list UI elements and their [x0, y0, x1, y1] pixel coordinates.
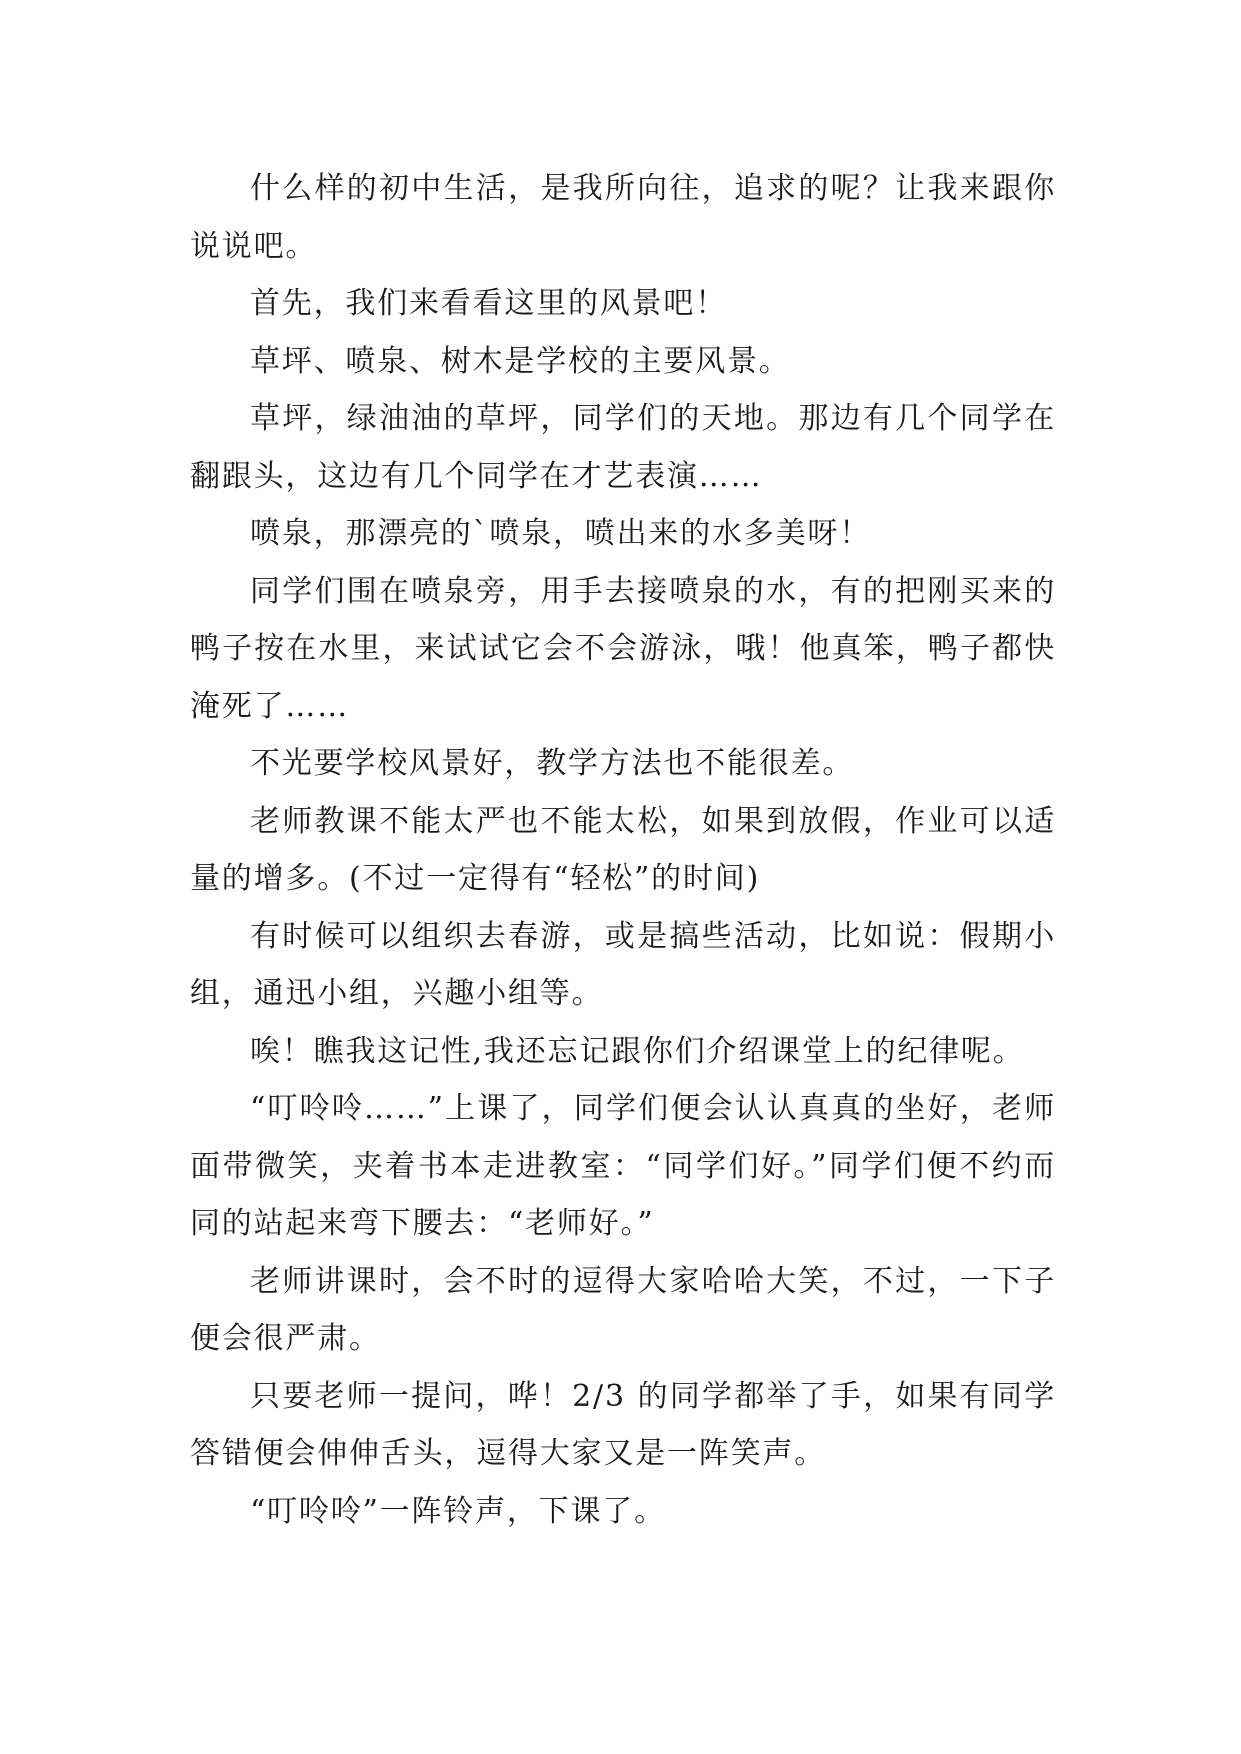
paragraph: 老师讲课时，会不时的逗得大家哈哈大笑，不过，一下子便会很严肃。	[190, 1263, 1056, 1356]
paragraph: 同学们围在喷泉旁，用手去接喷泉的水，有的把刚买来的鸭子按在水里，来试试它会不会游泳，哦！他真笨，鸭子都快淹死了……	[190, 573, 1056, 724]
paragraph: 草坪、喷泉、树木是学校的主要风景。	[250, 343, 791, 379]
document-body	[190, 160, 1056, 1540]
paragraph: 有时候可以组织去春游，或是搞些活动，比如说：假期小组，通迅小组，兴趣小组等。	[190, 918, 1056, 1011]
paragraph: “叮呤呤……”上课了，同学们便会认认真真的坐好，老师面带微笑，夹着书本走进教室：“同学们好。”同学们便不约而同的站起来弯下腰去：“老师好。”	[190, 1091, 1056, 1241]
paragraph: 只要老师一提问，哗！2/3 的同学都举了手，如果有同学答错便会伸伸舌头，逗得大家又是一阵笑声。	[190, 1378, 1056, 1471]
paragraph: “叮呤呤”一阵铃声，下课了。	[250, 1493, 666, 1529]
paragraph: 喷泉，那漂亮的`喷泉，喷出来的水多美呀！	[250, 516, 871, 551]
paragraph: 唉！瞧我这记性,我还忘记跟你们介绍课堂上的纪律呢。	[250, 1033, 1025, 1069]
paragraph: 不光要学校风景好，教学方法也不能很差。	[250, 746, 855, 781]
paragraph: 老师教课不能太严也不能太松，如果到放假，作业可以适量的增多。(不过一定得有“轻松”的时间)	[190, 803, 1056, 896]
paragraph: 什么样的初中生活，是我所向往，追求的呢？让我来跟你说说吧。	[190, 171, 1056, 264]
paragraph: 首先，我们来看看这里的风景吧！	[250, 286, 727, 321]
paragraph: 草坪，绿油油的草坪，同学们的天地。那边有几个同学在翻跟头，这边有几个同学在才艺表演……	[190, 401, 1056, 494]
